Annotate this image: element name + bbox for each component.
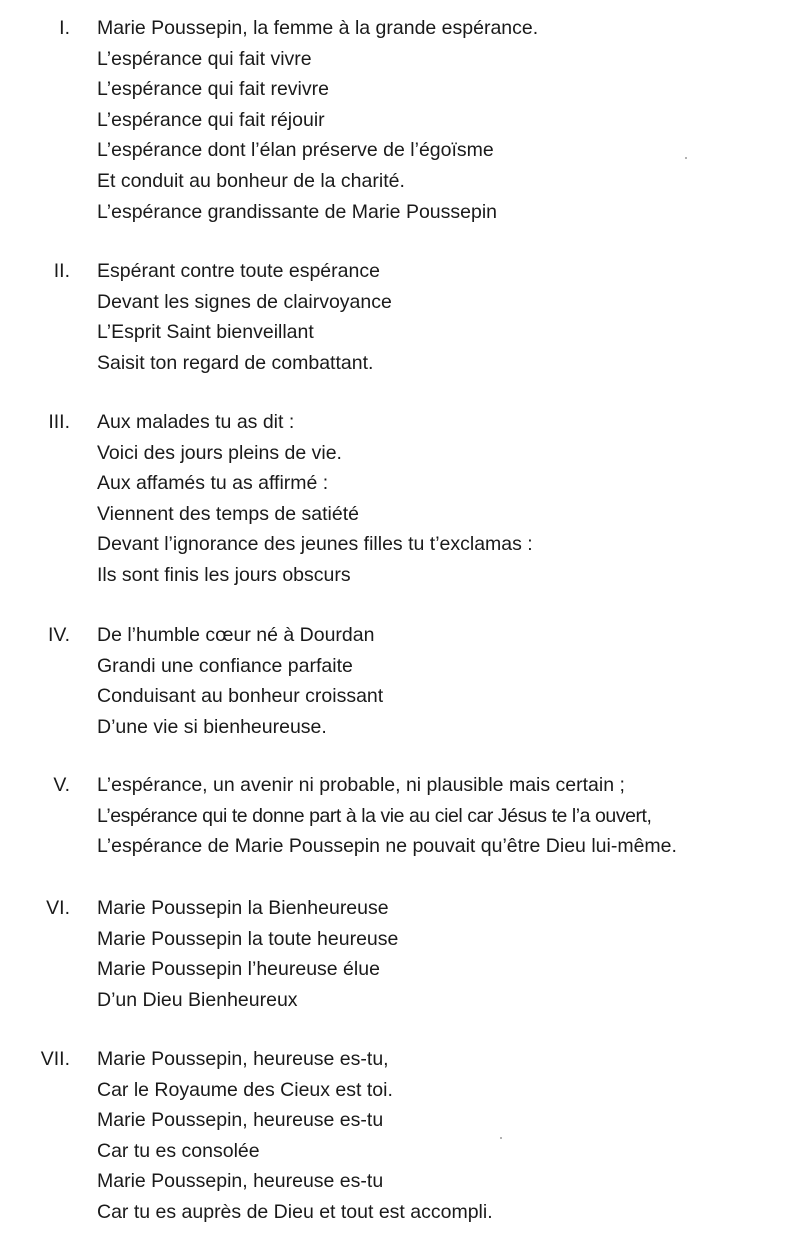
poem-line: Grandi une confiance parfaite <box>97 654 353 677</box>
stanza-lines <box>97 893 800 1015</box>
stanza-numeral: V. <box>53 774 70 796</box>
poem-line: Marie Poussepin l’heureuse élue <box>97 958 380 981</box>
poem-line: D’une vie si bienheureuse. <box>97 715 327 738</box>
poem-line: Conduisant au bonheur croissant <box>97 685 384 708</box>
poem-line: Aux affamés tu as affirmé : <box>97 472 329 495</box>
poem-line: Aux malades tu as dit : <box>97 411 295 433</box>
poem-line: D’un Dieu Bienheureux <box>97 988 298 1011</box>
poem-line: L’espérance dont l’élan préserve de l’égoïsme <box>97 139 494 162</box>
poem-line: L’espérance grandissante de Marie Poussepin <box>97 200 498 223</box>
poem-line: L’espérance qui fait revivre <box>97 78 329 101</box>
stanza-numeral: VI. <box>46 897 70 919</box>
poem-line: Espérant contre toute espérance <box>97 260 380 282</box>
scan-speck <box>685 157 687 159</box>
poem-line: Marie Poussepin, la femme à la grande espérance. <box>97 17 539 39</box>
poem-line: Marie Poussepin la Bienheureuse <box>97 897 389 919</box>
stanza-lines <box>97 770 800 862</box>
stanza-lines <box>97 620 800 742</box>
scan-speck <box>500 1137 502 1139</box>
stanza-numeral: VII. <box>40 1048 70 1070</box>
poem-line: L’espérance de Marie Poussepin ne pouvait qu’être Dieu lui-même. <box>97 835 677 858</box>
poem-line: Devant l’ignorance des jeunes filles tu t’exclamas : <box>97 533 533 556</box>
poem-line: Ils sont finis les jours obscurs <box>97 563 351 586</box>
stanza-numeral: I. <box>59 17 70 39</box>
poem-line: Et conduit au bonheur de la charité. <box>97 169 405 192</box>
poem-line: L’espérance qui te donne part à la vie au ciel car Jésus te l’a ouvert, <box>97 804 652 827</box>
poem-line: Devant les signes de clairvoyance <box>97 290 392 313</box>
poem-line: L’espérance, un avenir ni probable, ni plausible mais certain ; <box>97 774 625 796</box>
poem-line: Marie Poussepin, heureuse es-tu <box>97 1109 384 1132</box>
poem-line: Car le Royaume des Cieux est toi. <box>97 1078 393 1101</box>
poem-line: Car tu es auprès de Dieu et tout est accompli. <box>97 1200 493 1223</box>
poem-line: L’espérance qui fait réjouir <box>97 108 325 131</box>
poem-line: L’Esprit Saint bienveillant <box>97 321 314 344</box>
stanza-lines <box>97 407 800 591</box>
poem-line: Car tu es consolée <box>97 1139 260 1162</box>
stanza-lines <box>97 13 800 227</box>
stanza-numeral: II. <box>53 260 70 282</box>
stanza-lines <box>97 256 800 378</box>
poem-line: Voici des jours pleins de vie. <box>97 441 342 464</box>
stanza-numeral: III. <box>48 411 70 433</box>
poem-line: Marie Poussepin la toute heureuse <box>97 927 399 950</box>
poem-line: L’espérance qui fait vivre <box>97 47 312 70</box>
poem-line: Saisit ton regard de combattant. <box>97 351 374 374</box>
poem-line: De l’humble cœur né à Dourdan <box>97 624 375 646</box>
stanza-numeral: IV. <box>47 624 70 646</box>
poem-line: Marie Poussepin, heureuse es-tu, <box>97 1048 389 1070</box>
poem-line: Marie Poussepin, heureuse es-tu <box>97 1170 384 1193</box>
stanza-lines <box>97 1044 800 1228</box>
poem-line: Viennent des temps de satiété <box>97 502 359 525</box>
